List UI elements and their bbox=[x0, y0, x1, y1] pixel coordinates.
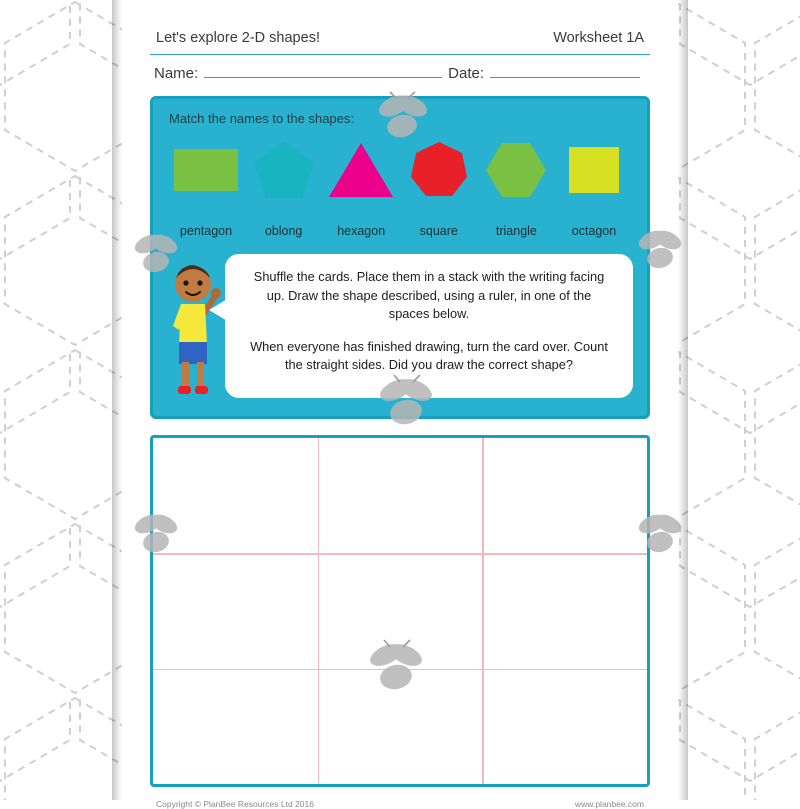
shape-matching-panel bbox=[150, 96, 650, 419]
page-title: Let's explore 2-D shapes! bbox=[156, 30, 320, 46]
website-url[interactable]: www.planbee.com bbox=[575, 799, 644, 809]
grid-line-horizontal-1 bbox=[153, 553, 647, 555]
shape-word-hexagon[interactable]: hexagon bbox=[337, 224, 386, 238]
date-input-line[interactable] bbox=[490, 76, 640, 78]
shape-word-pentagon[interactable]: pentagon bbox=[179, 224, 233, 238]
name-label: Name: bbox=[154, 65, 199, 82]
copyright-text: Copyright © PlanBee Resources Ltd 2016 bbox=[156, 799, 314, 809]
rectangle-shape bbox=[173, 148, 239, 192]
triangle-shape bbox=[328, 142, 394, 198]
shape-word-square[interactable]: square bbox=[419, 224, 458, 238]
grid-line-vertical-1 bbox=[318, 438, 320, 784]
grid-line-vertical-2 bbox=[482, 438, 484, 784]
instruction-paragraph-2: When everyone has finished drawing, turn the card over. Count the straight sides. Did you draw the correct shape? bbox=[250, 338, 608, 373]
worksheet-footer bbox=[150, 799, 650, 809]
shape-cell-5[interactable] bbox=[481, 134, 551, 206]
shape-row bbox=[165, 134, 635, 206]
worksheet-page bbox=[122, 0, 678, 809]
child-character-illustration bbox=[163, 256, 227, 398]
shape-cell-1[interactable] bbox=[171, 134, 241, 206]
instructions-area bbox=[165, 254, 635, 404]
instruction-paragraph-1: Shuffle the cards. Place them in a stack with the writing facing up. Draw the shape described, using a ruler, in one of the spaces below. bbox=[253, 269, 605, 322]
square-shape bbox=[568, 146, 620, 194]
heptagon-shape bbox=[410, 141, 468, 199]
shape-word-octagon[interactable]: octagon bbox=[571, 224, 617, 238]
shape-cell-6[interactable] bbox=[559, 134, 629, 206]
match-instruction: Match the names to the shapes: bbox=[169, 111, 354, 126]
hexagon-shape bbox=[485, 142, 547, 198]
name-date-row bbox=[150, 65, 650, 82]
drawing-grid[interactable] bbox=[150, 435, 650, 787]
shape-word-oblong[interactable]: oblong bbox=[264, 224, 303, 238]
worksheet-number: Worksheet 1A bbox=[553, 30, 644, 46]
speech-bubble bbox=[225, 254, 633, 398]
date-label: Date: bbox=[448, 65, 484, 82]
shape-word-triangle[interactable]: triangle bbox=[495, 224, 537, 238]
page-shadow-left bbox=[112, 0, 122, 800]
worksheet-header bbox=[150, 30, 650, 46]
name-input-line[interactable] bbox=[204, 76, 442, 78]
shape-cell-2[interactable] bbox=[249, 134, 319, 206]
shape-cell-3[interactable] bbox=[326, 134, 396, 206]
grid-line-horizontal-2 bbox=[153, 669, 647, 671]
shape-cell-4[interactable] bbox=[404, 134, 474, 206]
pentagon-shape bbox=[253, 140, 315, 200]
header-divider bbox=[150, 54, 650, 55]
page-shadow-right bbox=[678, 0, 688, 800]
shape-word-row bbox=[165, 224, 635, 238]
